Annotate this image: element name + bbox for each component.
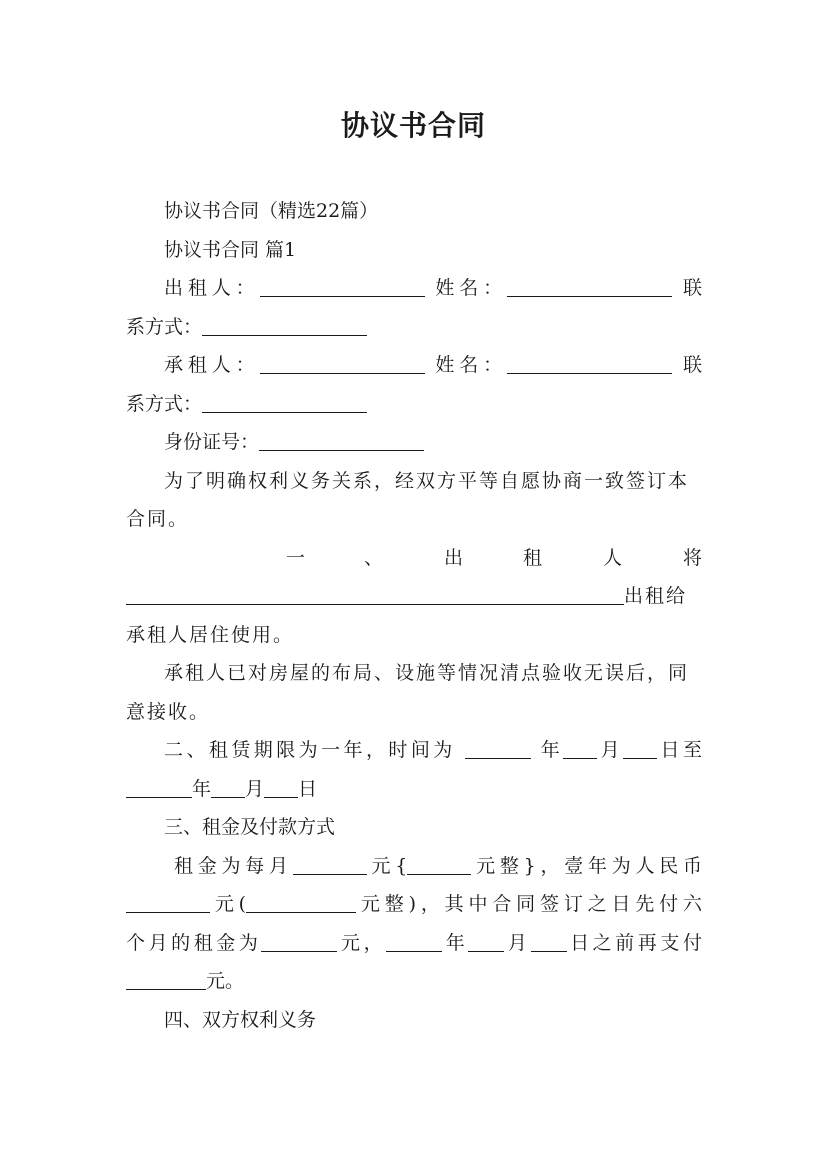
accept-paragraph: 承租人已对房屋的布局、设施等情况清点验收无误后，同意接收。	[126, 662, 690, 723]
rent-line-3: 个月的租金为 元， 年 月 日之前再支付	[126, 931, 702, 954]
id-line: 身份证号：	[126, 423, 702, 462]
property-blank	[126, 585, 624, 605]
term-line-end: 年 月 日	[126, 770, 702, 809]
document-title: 协议书合同	[340, 109, 486, 142]
lessee-contact-line: 系方式：	[126, 385, 702, 424]
rent-line-2: 元( 元整)，其中合同签订之日先付六	[126, 885, 702, 924]
section-heading: 协议书合同 篇1	[164, 238, 297, 261]
intro-line: 协议书合同（精选22篇）	[164, 200, 379, 222]
item-one-end: 承租人居住使用。	[126, 623, 295, 646]
rights-heading: 四、双方权利义务	[164, 1008, 317, 1031]
rent-line-1: 租金为每月 元{ 元整}，壹年为人民币	[174, 854, 702, 877]
lessor-name-blank	[507, 277, 672, 297]
lessee-contact-blank	[202, 393, 367, 413]
document-body	[126, 192, 702, 1039]
item-one-continued: 出租给	[126, 577, 702, 616]
lessee-name-blank	[507, 354, 672, 374]
lessee-line: 承租人： 姓名： 联	[164, 354, 702, 376]
rent-line-4: 元。	[126, 962, 702, 1001]
purpose-paragraph: 为了明确权利义务关系，经双方平等自愿协商一致签订本合同。	[126, 469, 690, 530]
rent-heading: 三、租金及付款方式	[164, 816, 336, 838]
item-one-line: 一 、 出 租 人 将	[286, 546, 703, 569]
lessor-blank	[260, 277, 425, 297]
term-line: 二、租赁期限为一年，时间为 年 月 日至	[164, 739, 702, 761]
lessor-contact-line: 系方式：	[126, 308, 702, 347]
lessee-blank	[260, 354, 425, 374]
lessor-line: 出租人： 姓名： 联	[164, 277, 702, 299]
lessor-contact-blank	[202, 316, 367, 336]
id-blank	[259, 431, 424, 451]
